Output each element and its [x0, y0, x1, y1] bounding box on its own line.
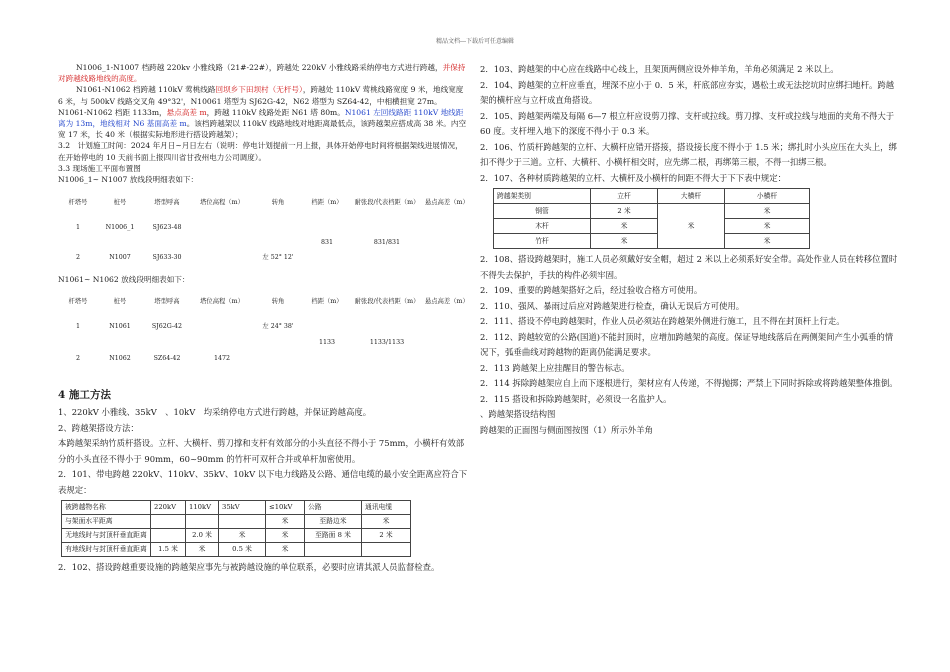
table-cell: N1006_1 [105, 223, 135, 231]
table-cell [252, 339, 304, 348]
table-row [58, 239, 468, 248]
table-cell: 831/831 [373, 239, 401, 247]
table-cell [350, 315, 424, 339]
table-cell: 米 [186, 543, 219, 557]
page-header: 精品文档---下载后可任意编辑 [435, 38, 515, 45]
table-cell: 米 [591, 234, 658, 249]
table-cell: 左 24° 38' [262, 322, 294, 330]
table-cell [252, 217, 304, 239]
intro-2-text-c: ，跨越处 110kV 莺桃线路宽度 9 米，地线宽度 6 米，与 500kV 线路交叉角 49°32'，N10061 塔型为 SJ62G-42，N62 塔型为 SZ64-42，中相横担宽 27m。N1061-N1062 档距 1133m， [58, 85, 464, 117]
header-cell: 悬点高差（m） [425, 297, 469, 305]
table-cell [192, 217, 252, 239]
table-cell [304, 315, 350, 339]
clause-111: 2．111、搭设不停电跨越架时，作业人员必须站在跨越架外侧进行施工，且不得在封顶杆上行走。 [480, 316, 845, 326]
structure-heading: 、跨越架搭设结构图 [480, 409, 556, 419]
table-row [58, 217, 468, 239]
table-cell: 米 [658, 204, 725, 249]
header-cell: 转角 [271, 297, 285, 305]
table-cell: SZ64-42 [153, 355, 181, 363]
header-cell: 大横杆 [658, 189, 725, 204]
table-cell [151, 515, 186, 529]
header-cell: 公路 [305, 501, 362, 515]
clause-104: 2．104、跨越架的立杆应垂直，埋深不应小于 0．5 米，杆底部应夯实，遇松土或无法挖坑时应绑扫地杆。跨越架的横杆应与立杆成直角搭设。 [480, 79, 895, 105]
header-cell: 塔型呼高 [154, 297, 180, 305]
table-cell: 1133 [318, 338, 336, 346]
table-cell [192, 239, 252, 248]
table-cell: 米 [362, 515, 411, 529]
table-cell: 米 [266, 543, 305, 557]
table-cell [350, 217, 424, 239]
intro-1-highlight: 并保持对跨越线路地线的高度。 [58, 63, 466, 84]
header-cell: ≤10kV [266, 501, 305, 515]
table-row [58, 248, 468, 270]
layout-heading: 3.3 现场施工平面布置图 [58, 163, 141, 173]
header-cell: 35kV [219, 501, 266, 515]
table-header-row [62, 501, 411, 515]
clause-110: 2．110、强风、暴雨过后应对跨越架进行检查，确认无误后方可使用。 [480, 300, 745, 311]
schedule-paragraph: 3.2 计划施工时间：2024 年月日~月日左右（说明：停电计划提前一月上报，具体开始停电时间将根据架线进展情况，在开始停电的 10 天前书面上报四川省甘孜州电力公司调度）。 [58, 141, 463, 162]
intro-2-highlight-height: 悬点高差 m [166, 107, 207, 117]
intro-2-highlight-distance: N1061 左回线路距 110kV 地线距离为 13m，地线相对 N6 基面高差 m [58, 107, 464, 129]
table-cell [186, 515, 219, 529]
intro-paragraph-2 [58, 84, 470, 140]
clause-106: 2．106、竹质杆跨越架的立杆、大横杆应错开搭接，搭设接长度不得小于 1.5 米；绑扎时小头应压在大头上，绑扣不得少于三道。立杆、大横杆、小横杆相交时，应先绑二根，再绑第三根，不得一扣绑三根。 [480, 141, 897, 167]
table-cell [424, 339, 468, 348]
table-cell: N1061 [109, 322, 131, 330]
method-paragraph-4: 2．101、带电跨越 220kV、110kV、35kV、10kV 以下电力线路及公路、通信电缆的最小安全距离应符合下表规定： [58, 469, 468, 495]
pole-spacing-table [493, 188, 810, 249]
header-cell: 塔位高程（m） [200, 297, 244, 305]
table-cell: 左 52° 12' [262, 254, 294, 262]
table-cell: 至路边米 [305, 515, 362, 529]
table-cell: 米 [725, 219, 810, 234]
clause-115: 2．115 搭设和拆除跨越架时，必须设一名监护人。 [480, 393, 672, 404]
structure-description: 跨越架的正面图与侧面图按图（1）所示外羊角 [480, 424, 653, 435]
table-cell: 竹杆 [494, 234, 591, 249]
table-row [62, 515, 411, 529]
intro-paragraph-1 [58, 62, 470, 84]
table-cell [304, 248, 350, 270]
table-cell: 无地线时与封顶杆垂直距离 [62, 529, 151, 543]
header-cell: 110kV [186, 501, 219, 515]
table-header-row [58, 289, 468, 315]
table-row [494, 234, 810, 249]
table-cell [350, 347, 424, 371]
intro-2-text-a: N1061-N1062 档跨越 110kV 莺桃线路 [76, 85, 216, 95]
table-cell: 木杆 [494, 219, 591, 234]
clause-112: 2．112、跨越较宽的公路(国道)不能封顶时，应增加跨越架的高度。保证导地线落后在两侧架间产生小弧垂的情况下，弧垂曲线对跨越物的距离仍能满足要求。 [480, 331, 894, 357]
table-cell [252, 347, 304, 371]
table-cell [424, 217, 468, 239]
table-cell: 有地线时与封顶杆垂直距离 [62, 543, 151, 557]
table-cell: 至路面 8 米 [305, 529, 362, 543]
header-cell: 220kV [151, 501, 186, 515]
table-cell [252, 239, 304, 248]
table-cell [219, 515, 266, 529]
table-cell: 1472 [213, 355, 231, 363]
table-cell: N1007 [109, 254, 131, 262]
header-cell: 转角 [271, 198, 285, 206]
table-row [494, 219, 810, 234]
header-cell: 档距（m） [311, 198, 343, 206]
table-cell [424, 315, 468, 339]
clause-108: 2．108、搭设跨越架时，施工人员必须戴好安全帽，超过 2 米以上必须系好安全带。高处作业人员在转移位置时不得失去保护，手扶的构件必须牢固。 [480, 254, 898, 280]
safety-distance-table [61, 500, 411, 557]
table-cell [98, 239, 142, 248]
table-cell [142, 239, 192, 248]
intro-1-text: N1006_1-N1007 档跨越 220kv 小雅线路（21#-22#），跨越处 220kV 小雅线路采纳停电方式进行跨越， [76, 63, 443, 72]
header-cell: 桩号 [113, 198, 127, 206]
table-cell: 米 [725, 204, 810, 219]
clause-105: 2．105、跨越架两端及每隔 6—7 根立杆应设剪刀撑、支杆或拉线。剪刀撑、支杆或拉线与地面的夹角不得大于 60 度。支杆埋入地下的深度不得小于 0.3 米。 [480, 110, 895, 136]
header-cell: 杆塔号 [68, 198, 88, 206]
table-cell: SJ623-48 [152, 223, 182, 231]
table-cell [424, 347, 468, 371]
table-cell: SJ633-30 [152, 254, 182, 262]
table-cell [304, 347, 350, 371]
header-cell: 耐张段/代表档距（m） [354, 198, 420, 206]
table-cell: 米 [725, 234, 810, 249]
table-cell: 钢管 [494, 204, 591, 219]
table2-caption: N1061~ N1062 放线段明细表如下： [58, 274, 190, 284]
table-row [58, 347, 468, 371]
header-cell: 塔位高程（m） [200, 198, 244, 206]
clause-103: 2．103、跨越架的中心应在线路中心线上，且架顶两侧应设外伸羊角，羊角必须满足 2 米以上。 [480, 64, 839, 74]
table-cell: 与架面水平距离 [62, 515, 151, 529]
table-header-row [58, 189, 468, 217]
table-cell: 2 [75, 254, 80, 262]
table-cell [305, 543, 362, 557]
table-cell: 米 [266, 529, 305, 543]
table-cell: N1062 [109, 355, 131, 363]
header-cell: 桩号 [113, 297, 127, 305]
table-cell: 2 米 [362, 529, 411, 543]
table-cell: 0.5 米 [219, 543, 266, 557]
table-cell [58, 239, 98, 248]
table-cell [58, 339, 98, 348]
method-paragraph-2: 2、跨越架搭设方法： [58, 422, 139, 433]
stringing-table-2 [58, 289, 468, 372]
table-cell [424, 239, 468, 248]
intro-2-text-g: 。该档跨越架以 110kV 线路地线对地距离最低点，该跨越架应搭成高 38 米。内空宽 17 米，长 40 米（根据实际地形进行搭设跨越架）； [58, 119, 467, 140]
header-cell: 通讯电缆 [362, 501, 411, 515]
table-cell [98, 339, 142, 348]
header-cell: 悬点高差（m） [425, 198, 469, 206]
table-cell: 831 [320, 239, 334, 247]
table-row [62, 529, 411, 543]
table-cell [151, 529, 186, 543]
table-cell [192, 339, 252, 348]
table-cell: 米 [591, 219, 658, 234]
table-row [62, 543, 411, 557]
table-cell: 米 [266, 515, 305, 529]
table-row [494, 204, 810, 219]
header-cell: 立杆 [591, 189, 658, 204]
intro-2-highlight-location: 回坝乡下田坝村（无杆号） [215, 85, 303, 95]
header-cell: 耐张段/代表档距（m） [354, 297, 420, 305]
right-column [480, 62, 900, 438]
table-cell: 2 [75, 355, 80, 363]
table-cell [424, 248, 468, 270]
table-row [58, 339, 468, 348]
section-heading: 4 施工方法 [58, 389, 111, 402]
table-cell [142, 339, 192, 348]
clause-109: 2．109、重要的跨越架搭好之后，经过验收合格方可使用。 [480, 285, 703, 295]
table-cell [192, 248, 252, 270]
table-cell [192, 315, 252, 339]
header-cell: 小横杆 [725, 189, 810, 204]
method-paragraph-5: 2．102、搭设跨越重要设施的跨越架应事先与被跨越设施的单位联系，必要时应请其派人员监督检查。 [58, 562, 440, 573]
method-paragraph-1: 1、220kV 小雅线、35kV 、10kV 均采纳停电方式进行跨越，并保证跨越高度。 [58, 407, 372, 418]
table-cell [304, 217, 350, 239]
left-column [58, 62, 470, 576]
table-row [58, 315, 468, 339]
header-cell: 塔型呼高 [154, 198, 180, 206]
table-cell: 1133/1133 [369, 338, 405, 346]
header-cell: 被跨越物名称 [62, 501, 151, 515]
table-cell: 1.5 米 [151, 543, 186, 557]
table-cell: 1 [75, 322, 80, 330]
table-cell: SJ62G-42 [151, 322, 183, 330]
header-cell: 跨越架类别 [494, 189, 591, 204]
intro-2-text-e: ，跨越 110kV 线路处距 N61 塔 80m。 [206, 107, 345, 117]
table-cell [362, 543, 411, 557]
table-cell: 2 米 [591, 204, 658, 219]
table-cell: 米 [219, 529, 266, 543]
table-cell [350, 248, 424, 270]
clause-107: 2．107、各种材质跨越架的立杆、大横杆及小横杆的间距不得大于下下表中规定： [480, 172, 787, 183]
stringing-table-1 [58, 189, 468, 270]
table1-caption: N1006_1~ N1007 放线段明细表如下： [58, 175, 199, 185]
clause-114: 2．114 拆除跨越架应自上而下逐根进行，架材应有人传递，不得抛掷；严禁上下同时拆除或将跨越架整体推倒。 [480, 378, 898, 388]
table-cell: 1 [75, 223, 80, 231]
table-header-row [494, 189, 810, 204]
header-cell: 杆塔号 [68, 297, 88, 305]
clause-113: 2．113 跨越架上应挂醒目的警告标志。 [480, 362, 630, 373]
table-cell: 2.0 米 [186, 529, 219, 543]
header-cell: 档距（m） [311, 297, 343, 305]
method-paragraph-3: 本跨越架采纳竹质杆搭设。立杆、大横杆、剪刀撑和支杆有效部分的小头直径不得小于 75mm，小横杆有效部分的小头直径不得小于 90mm，60~90mm 的竹杆可双杆合并或单杆加密使用。 [58, 438, 465, 464]
